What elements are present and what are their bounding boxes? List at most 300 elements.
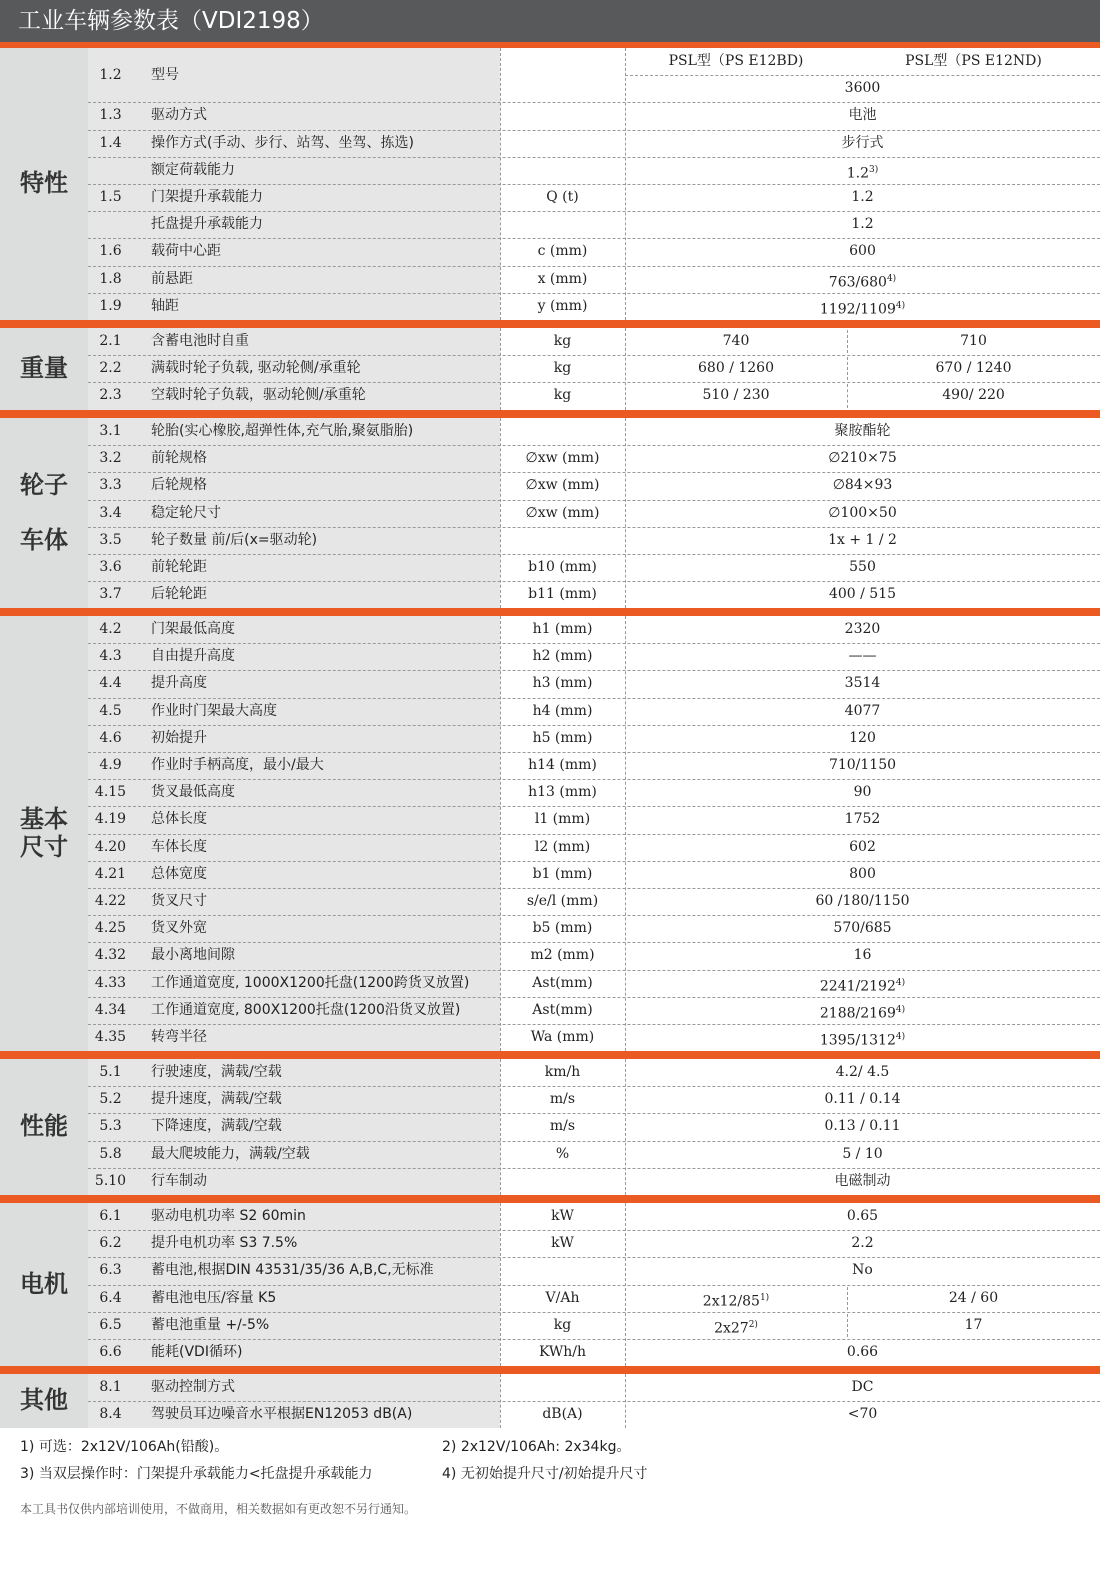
row-number: 3.7 [99, 586, 122, 603]
row-name: 稳定轮尺寸 [151, 504, 221, 521]
row-number: 8.1 [99, 1379, 122, 1395]
table-row [88, 418, 1100, 445]
row-unit: h2 (mm) [532, 648, 593, 665]
table-row [88, 1285, 1100, 1312]
row-name: 门架提升承载能力 [151, 189, 263, 205]
section-separator [0, 608, 1100, 616]
footnote-1: 1) 可选：2x12V/106Ah(铅酸)。 [20, 1439, 229, 1455]
page-header [0, 0, 1100, 42]
value-text: 电池 [848, 107, 877, 124]
table-row [88, 445, 1100, 472]
value-text: ∅84×93 [832, 477, 893, 494]
value-text: 16 [853, 947, 872, 964]
value-text: 聚胺酯轮 [834, 423, 891, 439]
page-title: 工业车辆参数表（VDI2198） [18, 8, 324, 34]
value-shared [625, 725, 1100, 752]
value-shared [625, 752, 1100, 779]
table-row [88, 527, 1100, 554]
row-unit: kW [551, 1235, 574, 1252]
row-unit: kg [553, 387, 572, 404]
row-number: 4.25 [94, 920, 127, 937]
value-shared [625, 527, 1100, 554]
section-separator [0, 1195, 1100, 1203]
row-unit: ∅xw (mm) [525, 477, 600, 494]
value-text: 570/685 [833, 920, 892, 937]
value-text: 400 / 515 [828, 586, 897, 603]
row-name: 货叉外宽 [151, 920, 207, 937]
value-text: 步行式 [841, 134, 884, 151]
table-row [88, 238, 1100, 265]
row-name: 行驶速度，满载/空载 [151, 1064, 282, 1080]
row-number: 3.2 [99, 450, 122, 467]
table-row [88, 970, 1100, 997]
value-text: 1752 [844, 811, 881, 828]
table-row [88, 1113, 1100, 1140]
value-shared [625, 581, 1100, 608]
row-number: 3.5 [99, 531, 122, 548]
value-shared [625, 445, 1100, 472]
row-name: 总体长度 [151, 811, 207, 828]
value-col2: 24 / 60 [948, 1289, 999, 1306]
row-unit: h13 (mm) [528, 784, 597, 801]
value-shared [625, 211, 1100, 238]
value-col2: 670 / 1240 [935, 360, 1012, 377]
value-shared [625, 102, 1100, 129]
footnote-ref: 1) [759, 1292, 770, 1303]
row-number: 1.9 [99, 297, 122, 314]
row-name: 满载时轮子负载, 驱动轮侧/承重轮 [151, 360, 361, 377]
value-text: 680 / 1260 [698, 360, 774, 377]
section-label: 轮子 车体 [0, 418, 88, 608]
table-row [88, 698, 1100, 725]
value-text: —— [848, 648, 877, 665]
value-shared [625, 834, 1100, 861]
value-col1 [625, 355, 847, 382]
value-shared [625, 915, 1100, 942]
row-unit: kg [553, 1316, 572, 1333]
table-row [88, 472, 1100, 499]
row-number: 4.6 [99, 729, 122, 746]
row-number: 5.3 [99, 1118, 122, 1135]
value-text: 800 [849, 865, 876, 882]
value-shared [625, 698, 1100, 725]
row-name: 提升速度，满载/空载 [151, 1091, 282, 1108]
value-text: 1192/1109 [819, 301, 896, 318]
value-shared [625, 1141, 1100, 1168]
table-row [88, 184, 1100, 211]
value-text: 0.11 / 0.14 [824, 1091, 901, 1108]
value-text: DC [851, 1379, 874, 1395]
value-text: 90 [853, 784, 872, 801]
row-number: 5.2 [99, 1091, 122, 1108]
row-name: 驱动方式 [151, 107, 207, 124]
row-name: 最小离地间隙 [151, 947, 235, 964]
row-number: 4.5 [99, 702, 122, 719]
value-text: ∅100×50 [828, 504, 897, 521]
row-unit: Q (t) [546, 189, 579, 205]
value-text: 0.66 [846, 1344, 879, 1360]
row-number: 4.19 [94, 811, 127, 828]
row-number: 1.2 [99, 67, 122, 83]
model-column-divider [847, 357, 848, 380]
value-shared [625, 1203, 1100, 1230]
row-name: 蓄电池,根据DIN 43531/35/36 A,B,C,无标准 [151, 1262, 434, 1279]
value-text: 1x + 1 / 2 [828, 531, 897, 548]
row-name: 总体宽度 [151, 865, 207, 882]
row-name: 自由提升高度 [151, 648, 235, 665]
value-text: 4.2/ 4.5 [835, 1064, 890, 1080]
value-shared [625, 184, 1100, 211]
row-name: 托盘提升承载能力 [151, 216, 263, 233]
table-row [88, 130, 1100, 157]
row-number: 2.2 [99, 360, 122, 377]
row-name: 转弯半径 [151, 1029, 207, 1045]
value-shared [625, 643, 1100, 670]
value-text: 2x12/85 [702, 1293, 760, 1310]
value-col2: 17 [964, 1316, 983, 1333]
model-column-divider [847, 1314, 848, 1337]
row-name: 能耗(VDI循环) [151, 1344, 243, 1360]
row-name: 蓄电池电压/容量 K5 [151, 1289, 277, 1306]
table-row [88, 1086, 1100, 1113]
row-name: 下降速度，满载/空载 [151, 1118, 282, 1135]
value-text: <70 [847, 1406, 878, 1423]
row-unit: h14 (mm) [528, 757, 597, 773]
value-text: 2320 [844, 621, 881, 637]
value-text: 0.13 / 0.11 [824, 1118, 901, 1135]
row-name: 空载时轮子负载，驱动轮侧/承重轮 [151, 387, 366, 404]
value-text: 120 [849, 729, 876, 746]
table-row [88, 670, 1100, 697]
row-unit: h4 (mm) [532, 702, 593, 719]
row-number: 4.4 [99, 675, 122, 692]
value-shared [625, 554, 1100, 581]
table-row [88, 1257, 1100, 1284]
value-col2: 490/ 220 [942, 387, 1005, 404]
model-column-divider [847, 1287, 848, 1310]
row-name: 驱动控制方式 [151, 1379, 235, 1395]
value-shared [625, 293, 1100, 324]
footnote-ref: 2) [748, 1319, 758, 1330]
table-row [88, 293, 1100, 320]
value-shared [625, 1059, 1100, 1086]
row-name: 工作通道宽度, 800X1200托盘(1200沿货叉放置) [151, 1001, 461, 1018]
value-text: 电磁制动 [834, 1172, 891, 1189]
value-text: 1.2 [851, 216, 874, 233]
row-name: 后轮轮距 [151, 586, 207, 603]
row-name: 含蓄电池时自重 [151, 333, 249, 349]
section-label: 重量 [0, 328, 88, 410]
row-number: 6.2 [99, 1235, 122, 1252]
row-number: 5.8 [99, 1145, 122, 1162]
row-unit: b10 (mm) [528, 559, 597, 575]
row-number: 4.20 [94, 838, 127, 855]
row-name: 提升高度 [151, 675, 207, 692]
table-row [88, 1374, 1100, 1401]
row-unit: l1 (mm) [534, 811, 591, 828]
row-name: 驾驶员耳边噪音水平根据EN12053 dB(A) [151, 1406, 413, 1423]
row-name: 行车制动 [151, 1172, 207, 1189]
table-row [88, 1401, 1100, 1428]
row-unit: kg [553, 333, 572, 349]
table-row [88, 834, 1100, 861]
table-row [88, 725, 1100, 752]
row-name: 货叉尺寸 [151, 893, 207, 909]
row-unit: b11 (mm) [528, 586, 597, 603]
footnote-2: 2) 2x12V/106Ah: 2x34kg。 [442, 1439, 631, 1455]
row-unit: dB(A) [542, 1406, 583, 1423]
row-unit: Ast(mm) [532, 1001, 593, 1018]
footnote-ref: 4) [895, 977, 906, 988]
row-name: 前轮规格 [151, 450, 207, 467]
model-column-divider [847, 330, 848, 353]
footnote-3: 3) 当双层操作时：门架提升承载能力<托盘提升承载能力 [20, 1466, 373, 1482]
row-unit: KWh/h [538, 1344, 587, 1360]
value-shared [625, 130, 1100, 157]
value-shared [625, 670, 1100, 697]
footnote-ref: 3) [869, 164, 879, 175]
row-number: 4.3 [99, 648, 122, 665]
table-row [88, 942, 1100, 969]
row-number: 3.3 [99, 477, 122, 494]
table-row [88, 48, 1100, 102]
footnote-ref: 4) [895, 1032, 906, 1042]
row-number: 1.4 [99, 134, 122, 151]
row-name: 作业时手柄高度，最小/最大 [151, 757, 324, 773]
value-shared [625, 888, 1100, 915]
row-unit: V/Ah [545, 1289, 580, 1306]
value-shared [625, 472, 1100, 499]
table-row [88, 1024, 1100, 1051]
table-row [88, 266, 1100, 293]
value-text: 710/1150 [828, 757, 897, 773]
row-unit: m2 (mm) [530, 947, 595, 964]
value-col2: 710 [960, 333, 987, 349]
value-text: 2188/2169 [819, 1005, 896, 1022]
row-unit: s/e/l (mm) [526, 893, 599, 909]
row-name: 轮胎(实心橡胶,超弹性体,充气胎,聚氨脂胎) [151, 423, 414, 439]
model-divider [625, 75, 1100, 76]
row-number: 5.10 [94, 1172, 127, 1189]
row-unit: x (mm) [537, 270, 588, 287]
section-6 [0, 1374, 1100, 1428]
row-unit: ∅xw (mm) [525, 504, 600, 521]
footnote-ref: 4) [895, 1004, 906, 1015]
row-name: 前悬距 [151, 270, 193, 287]
row-unit: h5 (mm) [532, 729, 593, 746]
row-number: 1.5 [99, 189, 122, 205]
row-name: 驱动电机功率 S2 60min [151, 1208, 306, 1224]
table-row [88, 861, 1100, 888]
row-number: 4.21 [94, 865, 127, 882]
value-text: 5 / 10 [842, 1145, 883, 1162]
model-col2: PSL型（PS E12ND) [905, 53, 1042, 69]
table-row [88, 915, 1100, 942]
table-row [88, 1312, 1100, 1339]
row-unit: h3 (mm) [532, 675, 593, 692]
section-separator [0, 1366, 1100, 1374]
section-label: 其他 [0, 1374, 88, 1428]
row-number: 6.5 [99, 1316, 122, 1333]
row-unit: ∅xw (mm) [525, 450, 600, 467]
row-number: 4.15 [94, 784, 127, 801]
row-number: 4.33 [94, 974, 127, 991]
row-number: 1.3 [99, 107, 122, 124]
value-shared [625, 861, 1100, 888]
footnote-ref: 4) [895, 300, 906, 311]
value-text: 600 [849, 243, 876, 260]
disclaimer: 本工具书仅供内部培训使用，不做商用，相关数据如有更改恕不另行通知。 [20, 1502, 417, 1516]
row-unit: b1 (mm) [532, 865, 593, 882]
value-shared [625, 942, 1100, 969]
value-text: 2.2 [851, 1235, 874, 1252]
row-name: 作业时门架最大高度 [151, 702, 277, 719]
footnote-ref: 4) [886, 273, 897, 284]
row-name: 初始提升 [151, 729, 207, 746]
table-row [88, 157, 1100, 184]
section-1 [0, 328, 1100, 410]
value-shared [625, 616, 1100, 643]
row-unit: m/s [549, 1118, 576, 1135]
row-name: 轴距 [151, 297, 179, 314]
row-name: 载荷中心距 [151, 243, 221, 260]
row-number: 4.34 [94, 1001, 127, 1018]
value-text: 2x27 [714, 1320, 749, 1337]
section-separator [0, 410, 1100, 418]
row-number: 3.4 [99, 504, 122, 521]
row-unit: Ast(mm) [532, 974, 593, 991]
row-name: 蓄电池重量 +/-5% [151, 1316, 270, 1333]
row-name: 门架最低高度 [151, 621, 235, 637]
table-row [88, 1203, 1100, 1230]
row-name: 前轮轮距 [151, 559, 207, 575]
row-unit: y (mm) [537, 297, 588, 314]
value-shared [625, 806, 1100, 833]
row-name: 最大爬坡能力，满载/空载 [151, 1145, 310, 1162]
value-text: 2241/2192 [819, 978, 896, 995]
value-text: 4077 [844, 702, 881, 719]
section-3 [0, 616, 1100, 1051]
footnote-4: 4) 无初始提升尺寸/初始提升尺寸 [442, 1466, 648, 1482]
value-text: 1.2 [846, 165, 869, 182]
row-unit: l2 (mm) [534, 838, 591, 855]
value-shared [625, 779, 1100, 806]
row-name: 工作通道宽度, 1000X1200托盘(1200跨货叉放置) [151, 974, 470, 991]
value-col1 [625, 382, 847, 409]
table-row [88, 328, 1100, 355]
row-number: 2.3 [99, 387, 122, 404]
row-number: 3.1 [99, 423, 122, 439]
row-number: 4.9 [99, 757, 122, 773]
table-row [88, 752, 1100, 779]
section-label: 电机 [0, 1203, 88, 1366]
table-row [88, 1168, 1100, 1195]
table-row [88, 616, 1100, 643]
value-text: 763/680 [828, 274, 887, 291]
table-row [88, 1339, 1100, 1366]
value-shared [625, 1401, 1100, 1428]
table-row [88, 211, 1100, 238]
section-5 [0, 1203, 1100, 1366]
section-4 [0, 1059, 1100, 1195]
value-text: 740 [722, 333, 750, 349]
row-unit: % [555, 1145, 570, 1162]
value-shared [625, 1374, 1100, 1401]
row-name: 型号 [151, 67, 179, 83]
value-shared [625, 1086, 1100, 1113]
row-unit: km/h [544, 1064, 581, 1080]
table-row [88, 581, 1100, 608]
value-text: 1.2 [851, 189, 874, 205]
row-unit: m/s [549, 1091, 576, 1108]
row-number: 3.6 [99, 559, 122, 575]
table-row [88, 355, 1100, 382]
table-row [88, 554, 1100, 581]
section-label: 性能 [0, 1059, 88, 1195]
row-unit: c (mm) [537, 243, 588, 260]
row-number: 1.8 [99, 270, 122, 287]
row-name: 额定荷载能力 [151, 161, 235, 178]
value-text: 550 [849, 559, 876, 575]
table-row [88, 1059, 1100, 1086]
value-text: 3514 [844, 675, 881, 692]
value-text: ∅210×75 [828, 450, 897, 467]
row-name: 车体长度 [151, 838, 207, 855]
value-text: 510 / 230 [702, 387, 770, 404]
value-text: 0.65 [846, 1208, 879, 1224]
row-number: 4.2 [99, 621, 122, 637]
value-shared [625, 1113, 1100, 1140]
model-shared: 3600 [844, 80, 881, 97]
value-col1 [625, 328, 847, 355]
model-col1: PSL型（PS E12BD) [668, 53, 804, 69]
model-column-divider [847, 384, 848, 407]
table-row [88, 382, 1100, 409]
value-shared [625, 1230, 1100, 1257]
row-unit: h1 (mm) [532, 621, 593, 637]
value-shared [625, 238, 1100, 265]
row-number: 2.1 [99, 333, 122, 349]
value-shared [625, 1024, 1100, 1055]
table-row [88, 888, 1100, 915]
row-number: 1.6 [99, 243, 122, 260]
value-shared [625, 500, 1100, 527]
value-text: 60 /180/1150 [815, 893, 910, 909]
table-row [88, 643, 1100, 670]
table-row [88, 1230, 1100, 1257]
row-number: 4.32 [94, 947, 127, 964]
value-shared [625, 1339, 1100, 1366]
table-row [88, 779, 1100, 806]
table-row [88, 102, 1100, 129]
row-number: 5.1 [99, 1064, 122, 1080]
table-row [88, 806, 1100, 833]
table-row [88, 997, 1100, 1024]
value-text: 1395/1312 [819, 1032, 896, 1049]
section-0 [0, 48, 1100, 320]
section-label: 特性 [0, 48, 88, 320]
row-number: 8.4 [99, 1406, 122, 1423]
row-name: 后轮规格 [151, 477, 207, 494]
value-text: No [852, 1262, 873, 1279]
row-name: 操作方式(手动、步行、站驾、坐驾、拣选) [151, 134, 414, 151]
row-name: 提升电机功率 S3 7.5% [151, 1235, 298, 1252]
row-number: 6.1 [99, 1208, 122, 1224]
value-text: 602 [849, 838, 876, 855]
row-number: 4.22 [94, 893, 127, 909]
row-unit: b5 (mm) [532, 920, 593, 937]
value-shared [625, 418, 1100, 445]
